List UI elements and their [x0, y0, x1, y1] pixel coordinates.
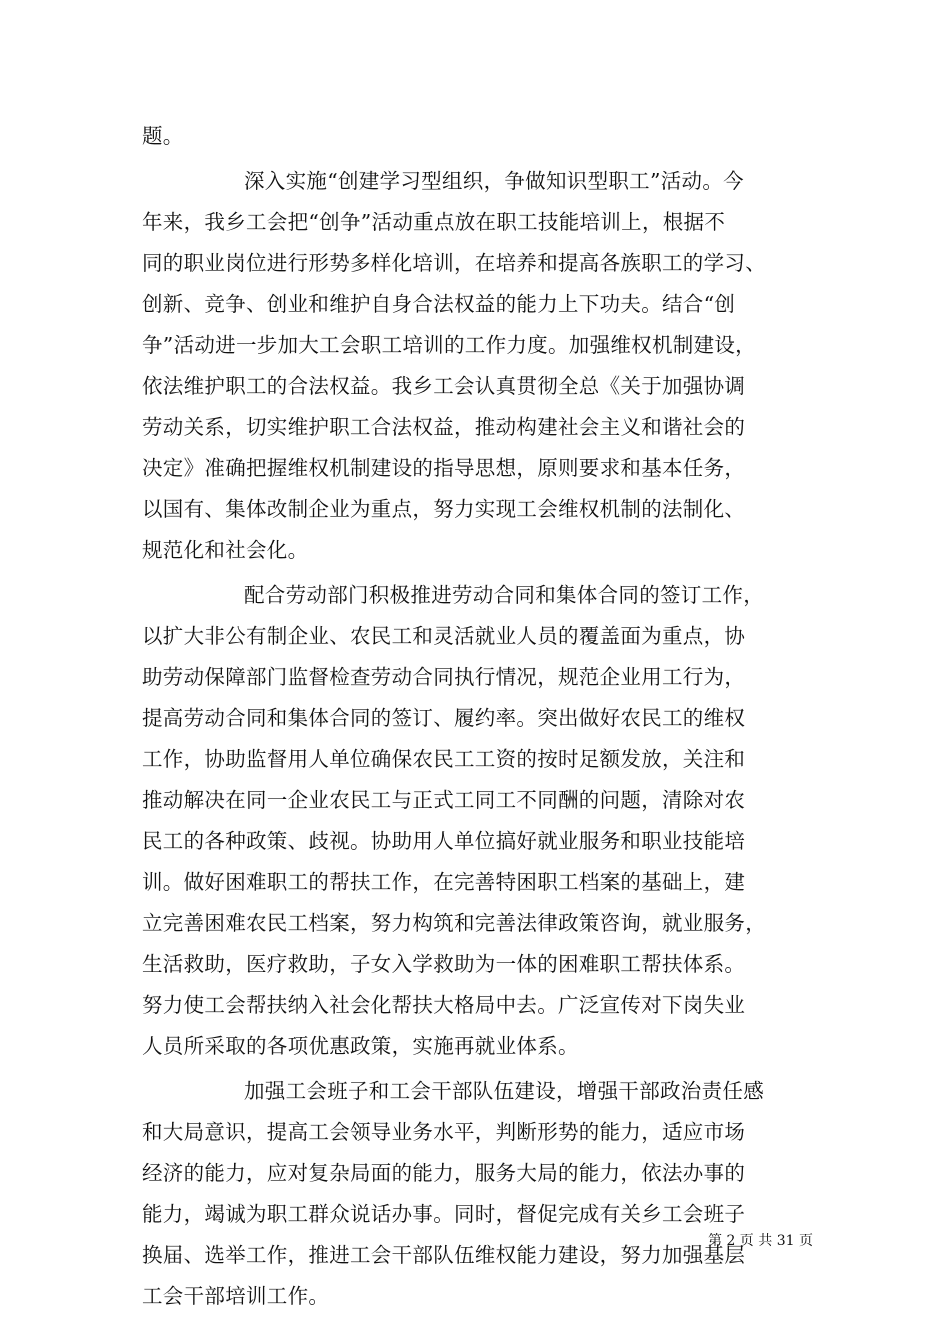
text-line: 以扩大非公有制企业、农民工和灵活就业人员的覆盖面为重点，协 [142, 624, 746, 648]
text-line: 能力，竭诚为职工群众说话办事。同时，督促完成有关乡工会班子 [142, 1202, 746, 1226]
text-line: 助劳动保障部门监督检查劳动合同执行情况，规范企业用工行为， [142, 665, 746, 689]
text-line: 经济的能力，应对复杂局面的能力，服务大局的能力，依法办事的 [142, 1161, 746, 1185]
paragraph-learning-organization [142, 161, 822, 571]
body-text [142, 116, 822, 1317]
text-line: 以国有、集体改制企业为重点，努力实现工会维权机制的法制化、 [142, 497, 746, 521]
text-line: 创新、竞争、创业和维护自身合法权益的能力上下功夫。结合“创 [142, 292, 736, 316]
text-line: 题。 [142, 124, 184, 148]
text-line: 人员所采取的各项优惠政策，实施再就业体系。 [142, 1034, 579, 1058]
text-line: 工会干部培训工作。 [142, 1284, 330, 1308]
text-line: 规范化和社会化。 [142, 538, 309, 562]
text-line: 争”活动进一步加大工会职工培训的工作力度。加强维权机制建设， [142, 333, 756, 357]
text-line: 工作，协助监督用人单位确保农民工工资的按时足额发放，关注和 [142, 747, 746, 771]
text-line: 提高劳动合同和集体合同的签订、履约率。突出做好农民工的维权 [142, 706, 746, 730]
text-line: 生活救助，医疗救助，子女入学救助为一体的困难职工帮扶体系。 [142, 952, 746, 976]
text-line: 和大局意识，提高工会领导业务水平，判断形势的能力，适应市场 [142, 1120, 746, 1144]
text-line: 训。做好困难职工的帮扶工作，在完善特困职工档案的基础上，建 [142, 870, 746, 894]
text-line: 换届、选举工作，推进工会干部队伍维权能力建设，努力加强基层 [142, 1243, 746, 1267]
text-line: 依法维护职工的合法权益。我乡工会认真贯彻全总《关于加强协调 [142, 374, 746, 398]
text-line: 推动解决在同一企业农民工与正式工同工不同酬的问题，清除对农 [142, 788, 746, 812]
text-line: 立完善困难农民工档案，努力构筑和完善法律政策咨询，就业服务， [142, 911, 766, 935]
paragraph-cadre-building [142, 1071, 822, 1317]
text-line: 努力使工会帮扶纳入社会化帮扶大格局中去。广泛宣传对下岗失业 [142, 993, 746, 1017]
text-line: 年来，我乡工会把“创争”活动重点放在职工技能培训上，根据不 [142, 210, 726, 234]
paragraph-labor-contracts [142, 575, 822, 1067]
text-line: 配合劳动部门积极推进劳动合同和集体合同的签订工作， [244, 583, 764, 607]
text-line: 劳动关系，切实维护职工合法权益，推动构建社会主义和谐社会的 [142, 415, 746, 439]
text-line: 决定》准确把握维权机制建设的指导思想，原则要求和基本任务， [142, 456, 746, 480]
text-line: 同的职业岗位进行形势多样化培训，在培养和提高各族职工的学习、 [142, 251, 766, 275]
text-line: 深入实施“创建学习型组织，争做知识型职工”活动。今 [244, 169, 744, 193]
paragraph-continuation [142, 116, 822, 157]
text-line: 民工的各种政策、歧视。协助用人单位搞好就业服务和职业技能培 [142, 829, 746, 853]
page-number-footer: 第 2 页 共 31 页 [708, 1233, 813, 1249]
text-line: 加强工会班子和工会干部队伍建设，增强干部政治责任感 [244, 1079, 764, 1103]
